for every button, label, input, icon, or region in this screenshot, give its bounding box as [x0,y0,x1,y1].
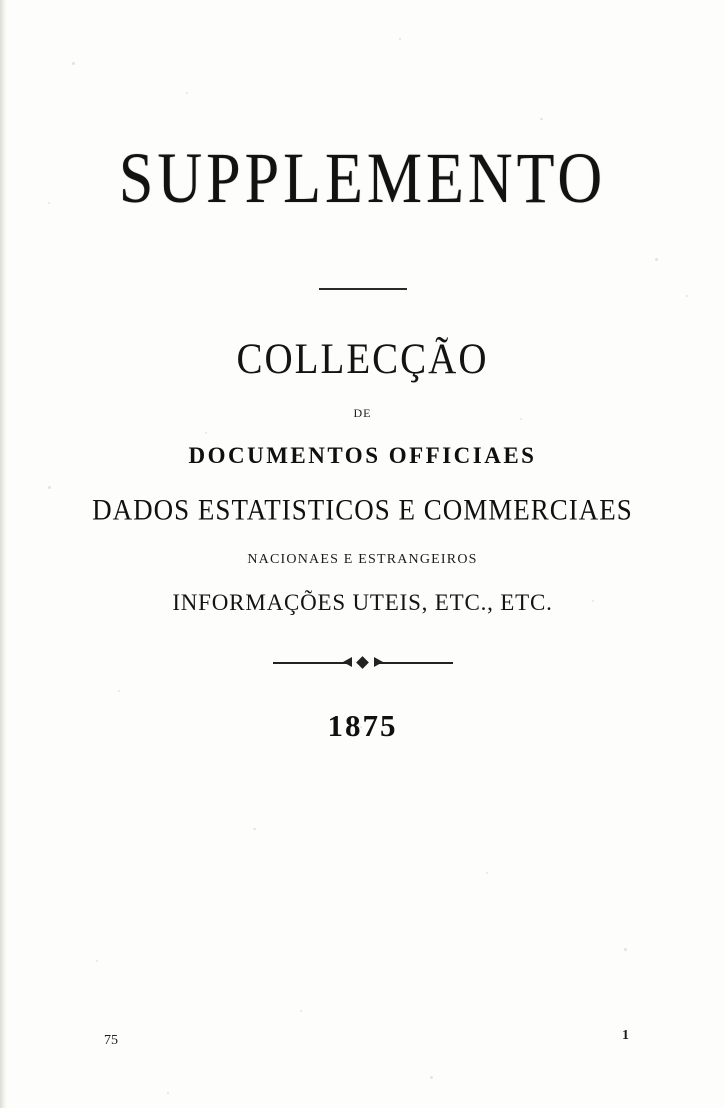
collection-heading: COLLECÇÃO [236,335,489,384]
ornament-diamond [356,656,369,669]
paper-speck [96,960,98,962]
ornament-bar-right [379,662,453,664]
ornament-tip-right [374,657,383,667]
paper-speck [300,1010,302,1012]
ornament-tip-left [343,657,352,667]
subtitle-informacoes: INFORMAÇÕES UTEIS, ETC., ETC. [172,590,553,615]
ornament-bar-left [273,662,347,664]
subtitle-documentos: DOCUMENTOS OFFICIAES [188,443,537,468]
publication-year: 1875 [327,708,398,743]
paper-speck [253,828,256,830]
page-number-right: 1 [622,1028,629,1043]
paper-speck [167,1092,169,1094]
divider-rule [319,288,407,290]
preposition-de: DE [353,406,372,420]
subtitle-dados: DADOS ESTATISTICOS E COMMERCIAES [92,493,633,527]
subtitle-nacionaes: NACIONAES E ESTRANGEIROS [247,552,478,567]
page-number-left: 75 [104,1033,118,1048]
ornament-divider-icon [273,656,453,670]
paper-speck [430,1076,433,1079]
paper-speck [486,872,488,874]
page-title: SUPPLEMENTO [118,139,607,219]
paper-speck [624,948,627,951]
